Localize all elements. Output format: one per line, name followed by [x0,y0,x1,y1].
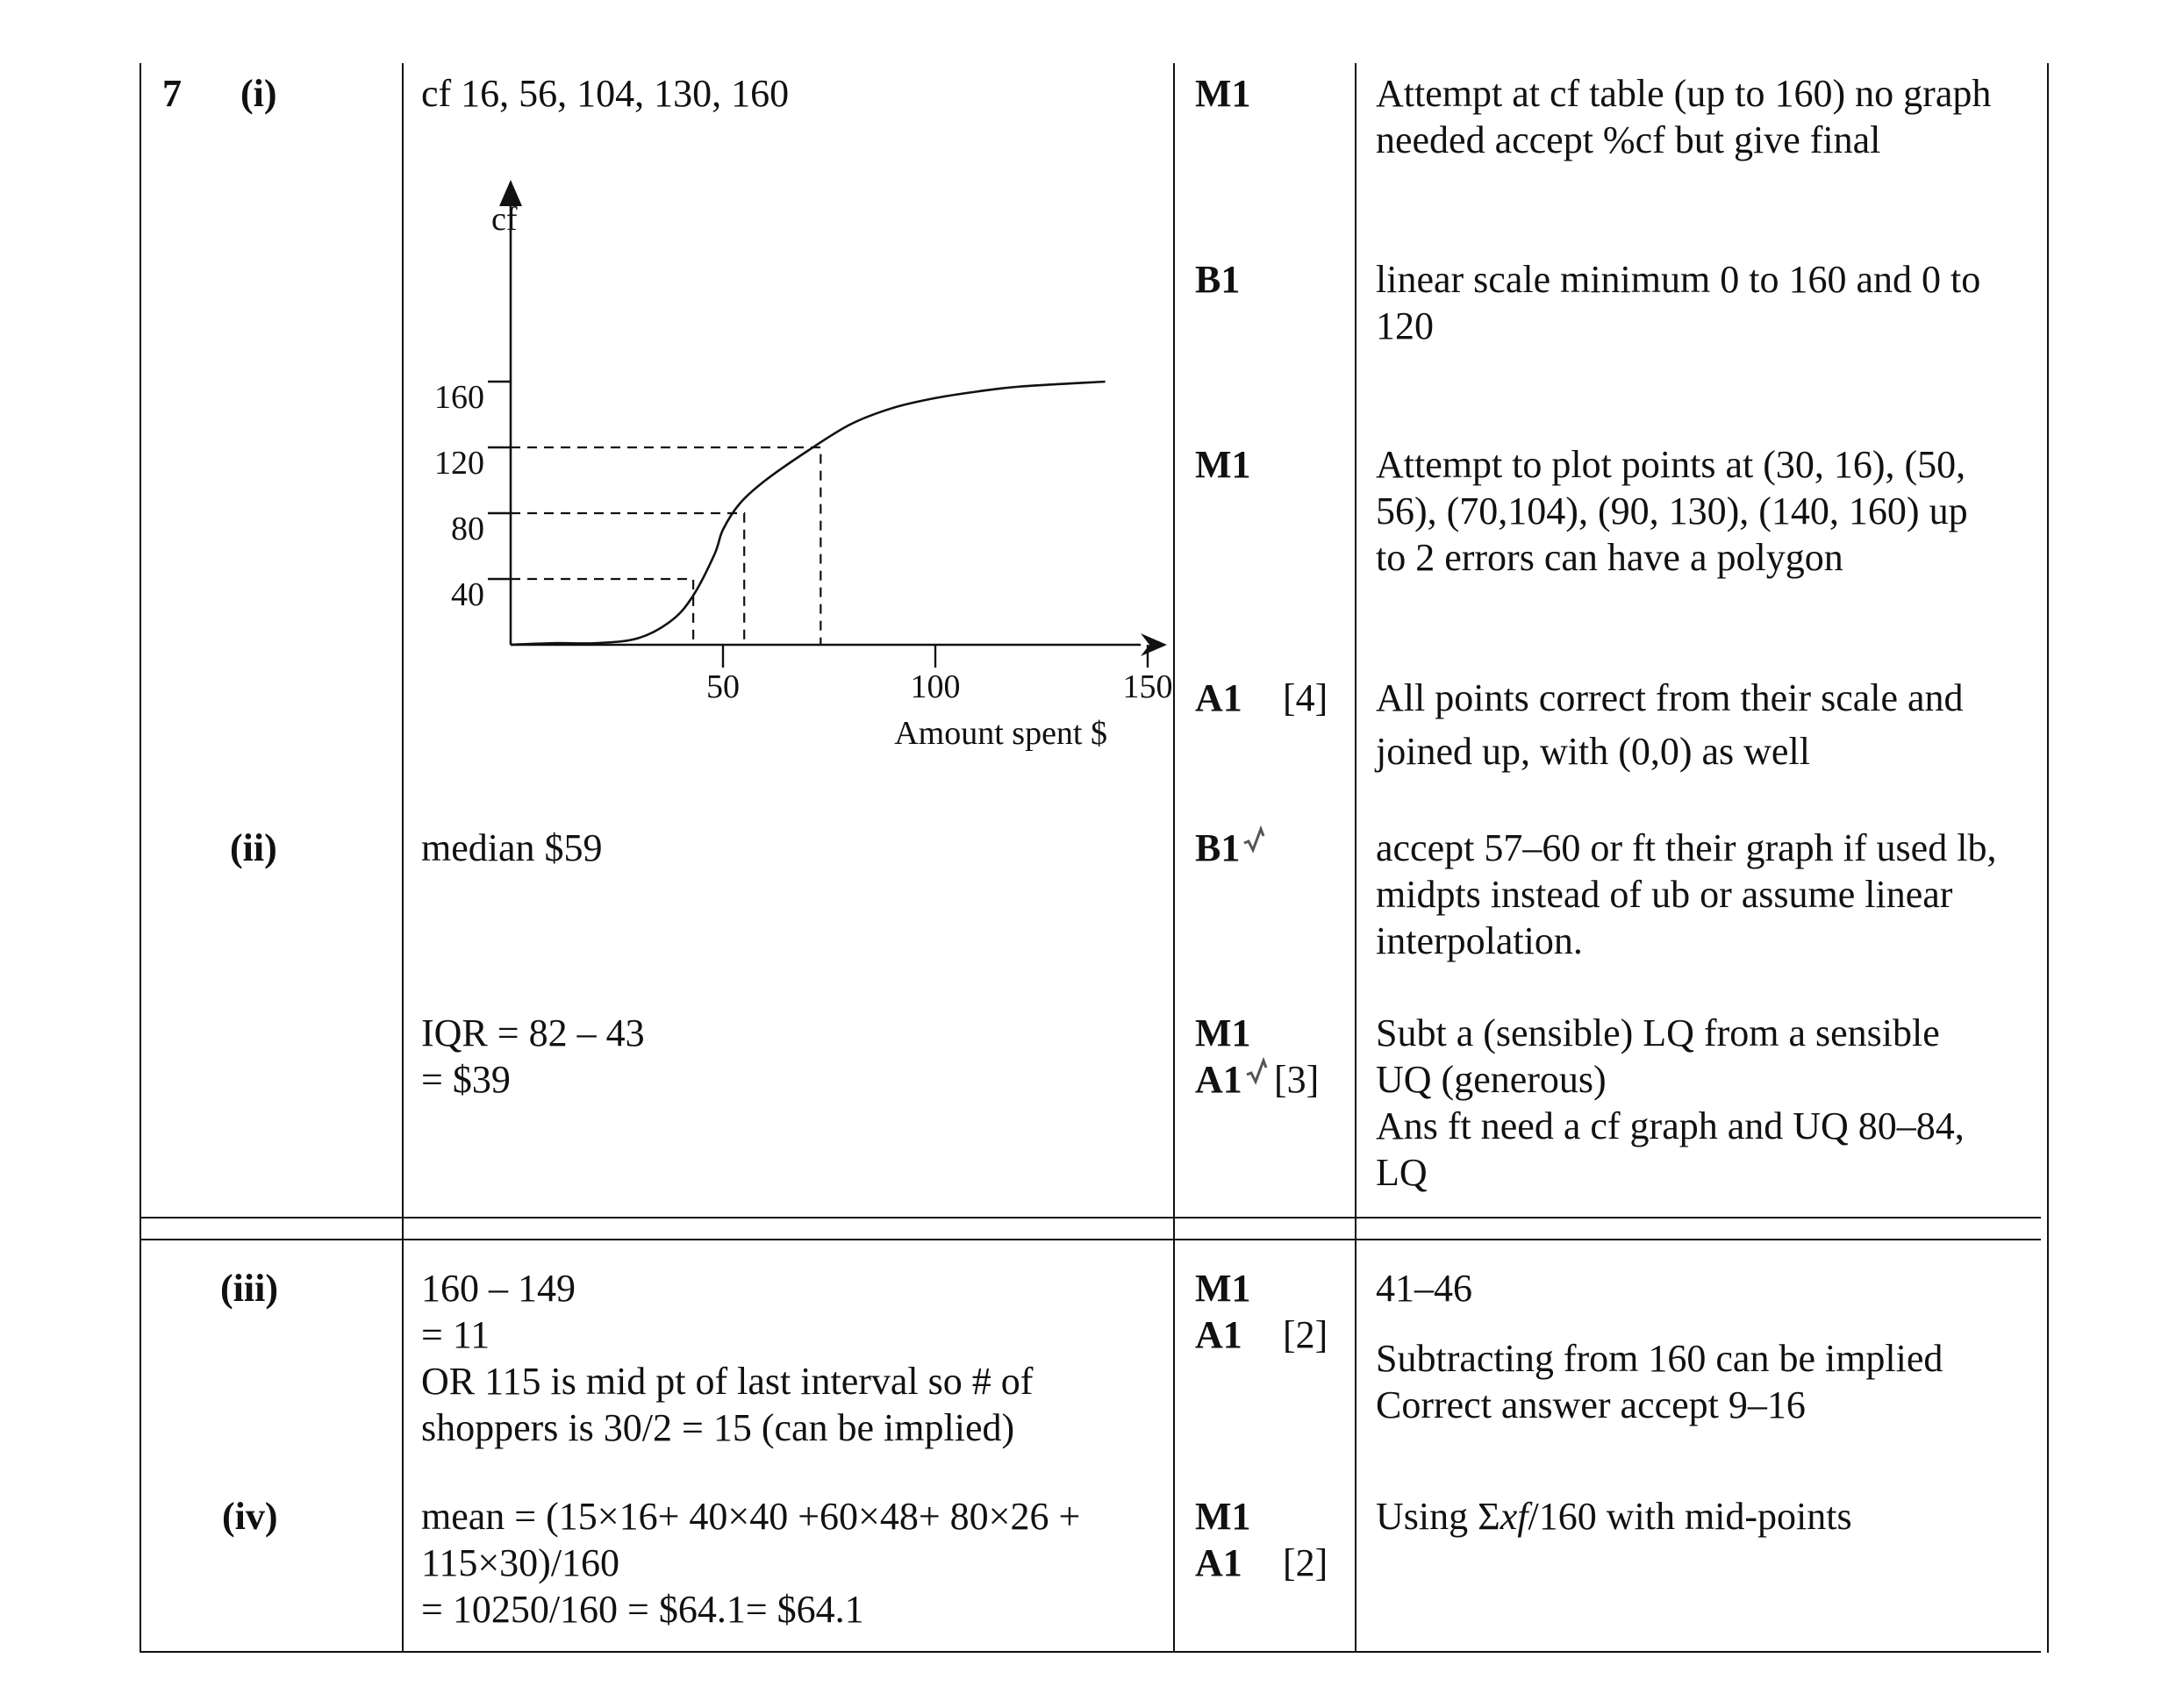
dashed-reading-line-1 [511,579,693,645]
part-iii-guidance-2: Correct answer accept 9–16 [1376,1383,1806,1426]
part-i-mark-4: A1 [1195,676,1242,719]
part-iii-guidance-top: 41–46 [1376,1267,1472,1310]
part-i-mark-2: B1 [1195,258,1241,301]
y-axis-label: cf [491,201,518,238]
part-i-guidance-1b: needed accept %cf but give final [1376,118,1881,161]
part-iii-mark-2: A1 [1195,1313,1242,1356]
x-axis-arrow-icon [1141,633,1167,656]
part-i-guidance-4a: All points correct from their scale and [1376,676,1964,719]
part-ii-iqr-guidance-4: LQ [1376,1151,1428,1194]
part-ii-median: median $59 [421,826,603,869]
iqr-mark-label: A1 [1195,1058,1242,1101]
part-iv-total: [2] [1283,1541,1328,1584]
part-ii-iqr-guidance-2: UQ (generous) [1376,1058,1607,1101]
part-i-guidance-1a: Attempt at cf table (up to 160) no graph [1376,72,1992,115]
part-label-iv: (iv) [222,1495,278,1538]
y-tick-label-40: 40 [451,576,484,613]
dashed-reading-line-3 [511,447,820,645]
follow-through-tick-icon [1242,825,1268,855]
part-label-ii: (ii) [230,826,277,869]
x-axis-label: Amount spent $ [894,715,1107,752]
part-iii-line-4: shoppers is 30/2 = 15 (can be implied) [421,1406,1015,1449]
chart-dashed-lines [511,447,820,645]
chart-axes [488,180,1167,668]
x-tick-label-150: 150 [1122,668,1173,705]
part-ii-iqr-mark-1: M1 [1195,1011,1251,1054]
part-iii-guidance-1: Subtracting from 160 can be implied [1376,1337,1943,1380]
part-ii-median-guidance-1: accept 57–60 or ft their graph if used lb, [1376,826,1997,869]
part-i-guidance-3b: 56), (70,104), (90, 130), (140, 160) up [1376,490,1968,532]
part-ii-median-mark [1195,825,1268,871]
y-tick-label-120: 120 [434,445,484,482]
part-iv-mark-1: M1 [1195,1495,1251,1538]
question-number: 7 [162,72,182,115]
part-label-i: (i) [240,72,277,115]
part-ii-iqr-mark-2 [1195,1056,1271,1103]
median-mark-label: B1 [1195,826,1241,869]
y-tick-label-160: 160 [434,379,484,416]
part-i-mark-total: [4] [1283,676,1328,719]
guidance-prefix: Using Σ [1376,1495,1500,1538]
part-i-mark-3: M1 [1195,443,1251,486]
part-iii-line-3: OR 115 is mid pt of last interval so # of [421,1360,1034,1403]
part-iv-guidance [1376,1493,1852,1540]
part-ii-median-guidance-3: interpolation. [1376,919,1583,962]
x-tick-label-100: 100 [910,668,961,705]
part-iv-line-2: 115×30)/160 [421,1541,620,1584]
y-tick-label-80: 80 [451,511,484,547]
part-ii-median-guidance-2: midpts instead of ub or assume linear [1376,873,1953,916]
guidance-italic: xf [1500,1495,1528,1538]
guidance-suffix: /160 with mid-points [1528,1495,1852,1538]
part-i-guidance-2a: linear scale minimum 0 to 160 and 0 to [1376,258,1981,301]
part-iv-line-1: mean = (15×16+ 40×40 +60×48+ 80×26 + [421,1495,1081,1538]
part-i-guidance-2b: 120 [1376,304,1434,347]
part-i-answer: cf 16, 56, 104, 130, 160 [421,72,790,115]
part-ii-iqr-guidance-1: Subt a (sensible) LQ from a sensible [1376,1011,1940,1054]
follow-through-tick-icon [1244,1057,1271,1087]
part-ii-iqr-line-2: = $39 [421,1058,511,1101]
part-i-guidance-3a: Attempt to plot points at (30, 16), (50, [1376,443,1966,486]
part-i-mark-1: M1 [1195,72,1251,115]
part-iii-mark-1: M1 [1195,1267,1251,1310]
part-ii-iqr-line-1: IQR = 82 – 43 [421,1011,645,1054]
part-iv-line-3: = 10250/160 = $64.1= $64.1 [421,1588,864,1631]
x-tick-label-50: 50 [706,668,740,705]
part-iv-mark-2: A1 [1195,1541,1242,1584]
chart-labels [434,201,1173,752]
part-i-guidance-4b: joined up, with (0,0) as well [1376,730,1810,773]
part-ii-iqr-total: [3] [1274,1058,1320,1101]
part-label-iii: (iii) [220,1267,278,1310]
part-iii-line-1: 160 – 149 [421,1267,576,1310]
part-i-guidance-3c: to 2 errors can have a polygon [1376,536,1843,579]
part-iii-total: [2] [1283,1313,1328,1356]
part-iii-line-2: = 11 [421,1313,490,1356]
part-ii-iqr-guidance-3: Ans ft need a cf graph and UQ 80–84, [1376,1104,1965,1147]
